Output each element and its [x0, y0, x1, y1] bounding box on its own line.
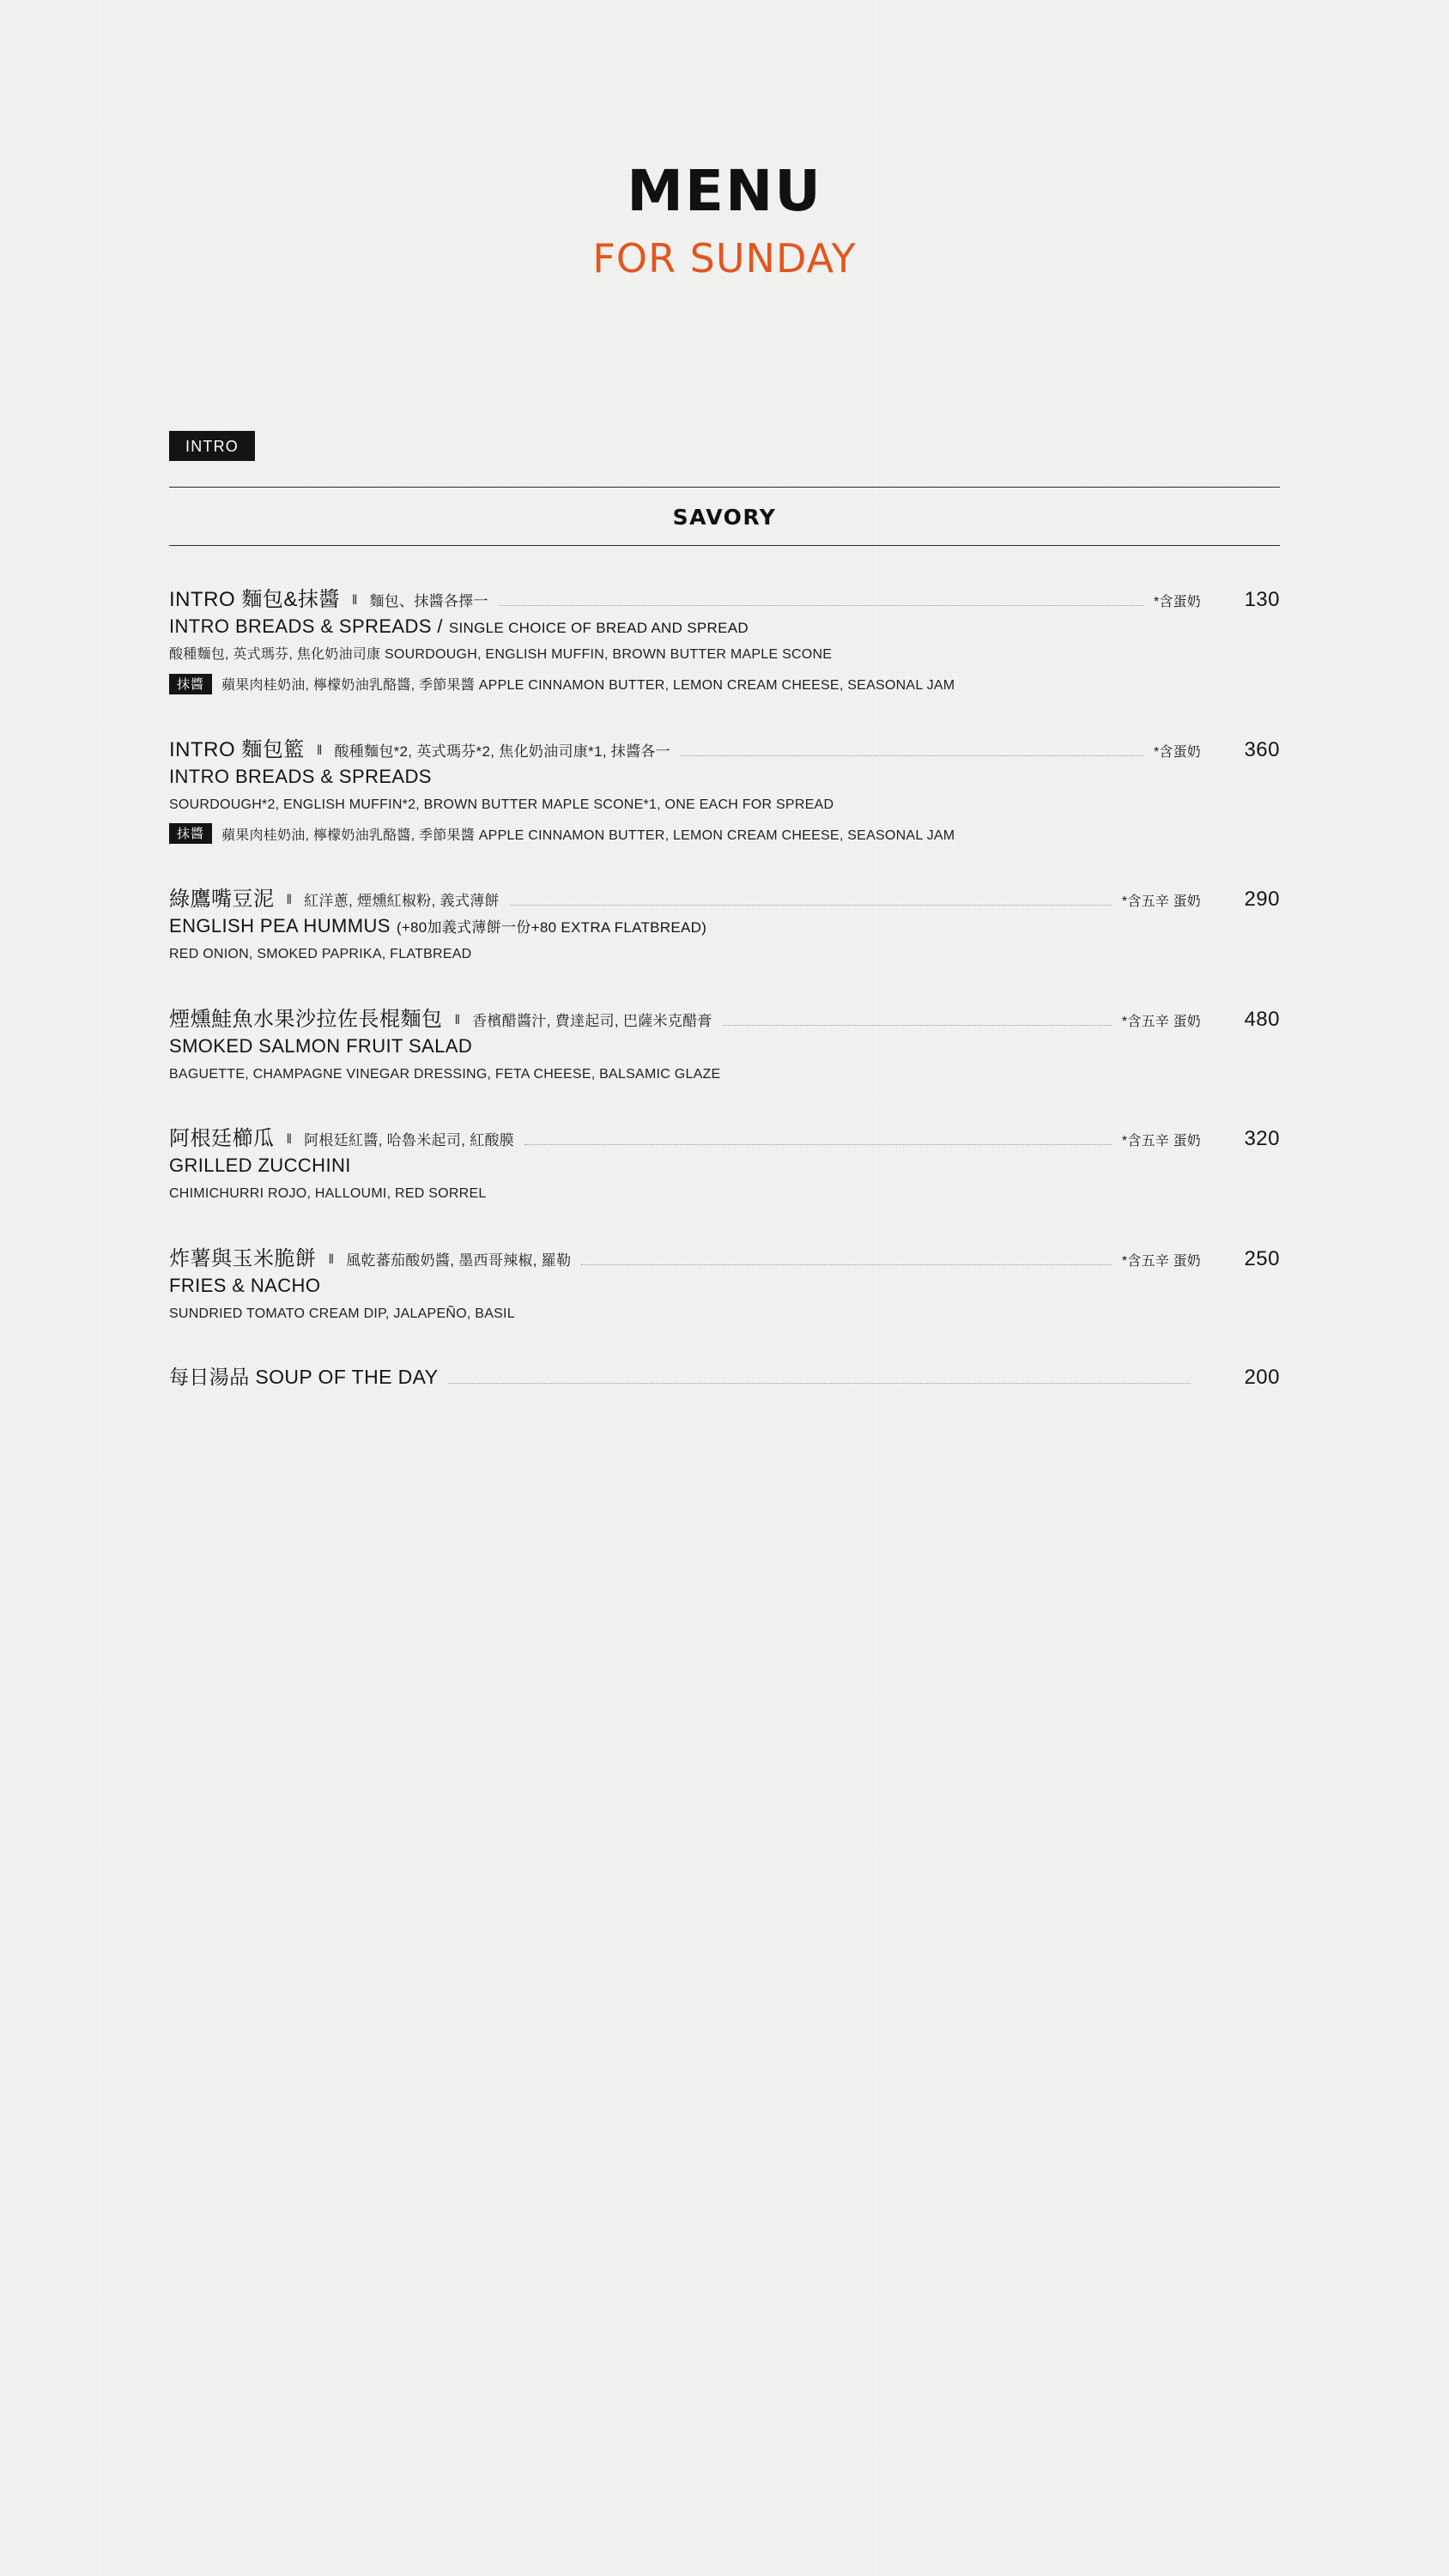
- item-price: 250: [1244, 1246, 1280, 1270]
- dotted-leader: [581, 1264, 1112, 1265]
- dotted-leader: [499, 605, 1143, 606]
- menu-item-headline: [169, 1121, 1280, 1151]
- menu-item: [169, 1121, 1280, 1203]
- item-name-zh: 炸薯與玉米脆餅: [169, 1246, 317, 1270]
- page-title: MENU: [627, 158, 822, 224]
- menu-item-list: [169, 582, 1280, 1390]
- item-spread-row: [169, 823, 1280, 844]
- menu-item-name-en-row: [169, 1155, 1280, 1177]
- dotted-leader: [681, 755, 1143, 756]
- menu-item-name-en-row: [169, 766, 1280, 788]
- separator-icon: ‖: [316, 742, 323, 758]
- item-description: SUNDRIED TOMATO CREAM DIP, JALAPEÑO, BASIL: [169, 1306, 515, 1321]
- item-allergen-note: *含五辛 蛋奶: [1121, 894, 1201, 910]
- separator-icon: ‖: [328, 1252, 335, 1267]
- item-detail-zh: 紅洋蔥, 煙燻紅椒粉, 義式薄餅: [304, 893, 500, 910]
- item-name-zh: INTRO 麵包籃: [169, 737, 305, 761]
- item-description: BAGUETTE, CHAMPAGNE VINEGAR DRESSING, FETA CHEESE, BALSAMIC GLAZE: [169, 1066, 721, 1082]
- item-name-en: FRIES & NACHO: [169, 1274, 321, 1296]
- item-detail-zh: 阿根廷紅醬, 哈魯米起司, 紅酸膜: [304, 1132, 515, 1149]
- item-name-en: INTRO BREADS & SPREADS: [169, 765, 432, 787]
- item-detail-zh: 酸種麵包*2, 英式瑪芬*2, 焦化奶油司康*1, 抹醬各一: [334, 742, 670, 760]
- section-savory-header: [169, 487, 1280, 546]
- item-allergen-note: *含五辛 蛋奶: [1121, 1014, 1201, 1029]
- menu-item: [169, 1002, 1280, 1084]
- item-name-en: ENGLISH PEA HUMMUS: [169, 915, 391, 937]
- spread-text: 蘋果肉桂奶油, 檸檬奶油乳酪醬, 季節果醬 APPLE CINNAMON BUTTER, LEMON CREAM CHEESE, SEASONAL JAM: [221, 827, 955, 843]
- item-name-en-sub: (+80加義式薄餅一份+80 EXTRA FLATBREAD): [396, 919, 707, 936]
- menu-item-name-en-row: [169, 615, 1280, 638]
- menu-item-soup: [169, 1361, 1280, 1390]
- menu-item-name-en-row: [169, 1035, 1280, 1058]
- item-name-zh: 阿根廷櫛瓜: [169, 1127, 275, 1151]
- item-detail-zh: 風乾蕃茄酸奶醬, 墨西哥辣椒, 羅勒: [346, 1252, 572, 1269]
- item-name-zh: INTRO 麵包&抹醬: [169, 588, 340, 611]
- menu-item-name-en-row: [169, 1275, 1280, 1297]
- menu-header: [0, 0, 1449, 282]
- item-name-zh: 綠鷹嘴豆泥: [169, 888, 275, 912]
- item-name-en: GRILLED ZUCCHINI: [169, 1155, 351, 1177]
- dotted-leader: [510, 905, 1112, 906]
- item-price: 360: [1244, 737, 1280, 761]
- menu-item-headline: [169, 1002, 1280, 1032]
- menu-item-headline: [169, 1361, 1280, 1390]
- item-allergen-note: *含蛋奶: [1153, 595, 1201, 609]
- item-detail-zh: 香檳醋醬汁, 費達起司, 巴薩米克醋膏: [472, 1012, 712, 1029]
- menu-item-headline: [169, 1241, 1280, 1271]
- dotted-leader: [448, 1383, 1191, 1384]
- separator-icon: ‖: [454, 1012, 461, 1027]
- item-description: CHIMICHURRI ROJO, HALLOUMI, RED SORREL: [169, 1186, 487, 1202]
- menu-item-headline: [169, 732, 1280, 762]
- item-price: 130: [1244, 588, 1280, 611]
- item-description: RED ONION, SMOKED PAPRIKA, FLATBREAD: [169, 947, 472, 962]
- item-price: 320: [1244, 1127, 1280, 1151]
- item-description: SOURDOUGH*2, ENGLISH MUFFIN*2, BROWN BUTTER MAPLE SCONE*1, ONE EACH FOR SPREAD: [169, 797, 834, 812]
- item-price: 200: [1244, 1365, 1280, 1389]
- item-price: 480: [1244, 1007, 1280, 1031]
- item-spread-row: [169, 674, 1280, 694]
- menu-content: [169, 278, 1280, 1390]
- dotted-leader: [723, 1025, 1112, 1026]
- menu-item: [169, 732, 1280, 845]
- menu-item-headline: [169, 582, 1280, 612]
- menu-item: [169, 1241, 1280, 1324]
- menu-item-headline: [169, 882, 1280, 912]
- item-allergen-note: *含五辛 蛋奶: [1121, 1253, 1201, 1269]
- item-name-soup: 每日湯品 SOUP OF THE DAY: [169, 1365, 439, 1388]
- separator-icon: ‖: [351, 593, 358, 608]
- item-allergen-note: *含蛋奶: [1153, 744, 1201, 760]
- item-name-zh: 煙燻鮭魚水果沙拉佐長棍麵包: [169, 1007, 443, 1031]
- spread-text: 蘋果肉桂奶油, 檸檬奶油乳酪醬, 季節果醬 APPLE CINNAMON BUTTER, LEMON CREAM CHEESE, SEASONAL JAM: [221, 678, 955, 694]
- separator-icon: ‖: [286, 1132, 293, 1148]
- menu-item-name-en-row: [169, 915, 1280, 937]
- page-subtitle: FOR SUNDAY: [592, 235, 857, 282]
- item-name-en: INTRO BREADS & SPREADS /: [169, 615, 443, 637]
- item-description: 酸種麵包, 英式瑪芬, 焦化奶油司康 SOURDOUGH, ENGLISH MUFFIN, BROWN BUTTER MAPLE SCONE: [169, 647, 833, 662]
- menu-item: [169, 582, 1280, 694]
- spread-tag: 抹醬: [169, 823, 212, 844]
- item-detail-zh: 麵包、抹醬各擇一: [369, 593, 488, 609]
- menu-item: [169, 882, 1280, 964]
- item-name-en: SMOKED SALMON FRUIT SALAD: [169, 1034, 473, 1057]
- intro-tag: INTRO: [169, 431, 255, 461]
- item-price: 290: [1244, 888, 1280, 912]
- item-allergen-note: *含五辛 蛋奶: [1121, 1134, 1201, 1149]
- dotted-leader: [524, 1144, 1112, 1145]
- section-title: SAVORY: [672, 505, 777, 530]
- item-name-en-sub: SINGLE CHOICE OF BREAD AND SPREAD: [448, 620, 749, 636]
- separator-icon: ‖: [286, 893, 293, 908]
- spread-tag: 抹醬: [169, 674, 212, 694]
